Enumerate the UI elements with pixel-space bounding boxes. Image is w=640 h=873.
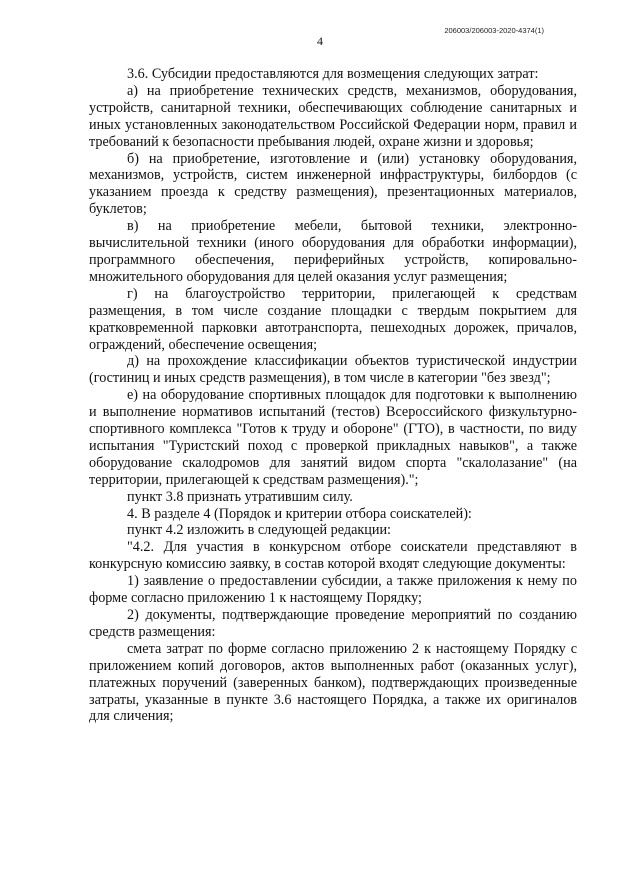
paragraph: "4.2. Для участия в конкурсном отборе соискатели представляют в конкурсную комиссию заявку, в состав которой входят следующие документы: bbox=[89, 539, 577, 573]
paragraph: 3.6. Субсидии предоставляются для возмещения следующих затрат: bbox=[127, 66, 539, 82]
paragraph: б) на приобретение, изготовление и (или) установку оборудования, механизмов, устройств, систем инженерной инфраструктуры, билбордов (с указанием проезда к средству размещения), презентационных материалов, буклетов; bbox=[89, 150, 577, 218]
page-number: 4 bbox=[317, 34, 323, 48]
paragraph: пункт 4.2 изложить в следующей редакции: bbox=[127, 522, 391, 539]
document-id: 206003/206003-2020-4374(1) bbox=[444, 26, 544, 35]
paragraph: пункт 3.8 признать утратившим силу. bbox=[127, 488, 353, 505]
paragraph: смета затрат по форме согласно приложению 2 к настоящему Порядку с приложением копий договоров, актов выполненных работ (оказанных услуг), платежных поручений (заверенных банком), подтверждающих произведенные затраты, указанные в пункте 3.6 настоящего Порядка, а также их оригиналов для сличения; bbox=[89, 640, 577, 725]
document-body bbox=[89, 66, 577, 725]
paragraph: а) на приобретение технических средств, механизмов, оборудования, устройств, санитарной техники, обеспечивающих соблюдение санитарных и иных установленных законодательством Российской Федерации норм, правил и требований к безопасности пребывания людей, охране жизни и здоровья; bbox=[89, 82, 577, 150]
paragraph: в) на приобретение мебели, бытовой техники, электронно-вычислительной техники (иного оборудования для обработки информации), программного обеспечения, периферийных устройств, копировально-множительного оборудования для целей оказания услуг размещения; bbox=[89, 218, 577, 285]
paragraph: д) на прохождение классификации объектов туристической индустрии (гостиниц и иных средств размещения), в том числе в категории "без звезд"; bbox=[89, 353, 577, 387]
paragraph: г) на благоустройство территории, прилегающей к средствам размещения, в том числе создание площадки с твердым покрытием для кратковременной парковки автотранспорта, пешеходных дорожек, причалов, ограждений, обеспечение освещения; bbox=[89, 285, 577, 353]
paragraph: 1) заявление о предоставлении субсидии, а также приложения к нему по форме согласно приложению 1 к настоящему Порядку; bbox=[89, 573, 577, 607]
paragraph: 2) документы, подтверждающие проведение мероприятий по созданию средств размещения: bbox=[89, 607, 577, 640]
paragraph: 4. В разделе 4 (Порядок и критерии отбора соискателей): bbox=[127, 505, 472, 522]
paragraph: е) на оборудование спортивных площадок для подготовки к выполнению и выполнение нормативов испытаний (тестов) Всероссийского физкультурно-спортивного комплекса "Готов к труду и обороне" (ГТО), в частности, по виду испытания "Туристский поход с проверкой прикладных навыков", а также оборудование скалодромов для занятий видом спорта "скалолазание" (на территории, прилегающей к средствам размещения)."; bbox=[89, 387, 577, 488]
